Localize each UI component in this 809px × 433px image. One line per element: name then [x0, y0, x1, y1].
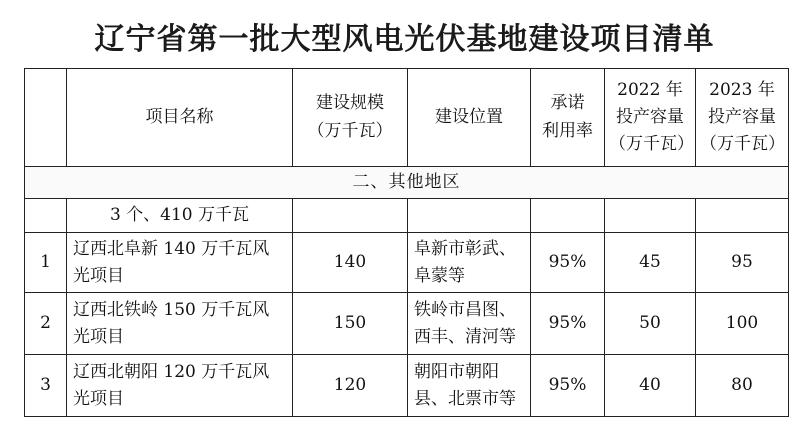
header-location: 建设位置 [408, 69, 531, 167]
row-index: 1 [25, 233, 67, 293]
project-location: 阜新市彰武、阜蒙等 [408, 233, 531, 293]
row-index: 2 [25, 293, 67, 355]
subtotal-empty-cell [531, 199, 605, 233]
subtotal-index-cell [25, 199, 67, 233]
subtotal-row [25, 199, 789, 233]
project-capacity-2022: 50 [605, 293, 696, 355]
table-header-row [25, 69, 789, 167]
subtotal-empty-cell [696, 199, 789, 233]
table-row [25, 233, 789, 293]
project-utilization: 95% [531, 293, 605, 355]
header-capacity-2022: 2022 年 投产容量 （万千瓦） [605, 69, 696, 167]
row-index: 3 [25, 355, 67, 417]
project-utilization: 95% [531, 233, 605, 293]
header-scale: 建设规模 （万千瓦） [293, 69, 408, 167]
subtotal-empty-cell [605, 199, 696, 233]
section-row [25, 167, 789, 199]
project-capacity-2023: 95 [696, 233, 789, 293]
project-name: 辽西北朝阳 120 万千瓦风光项目 [67, 355, 293, 417]
project-utilization: 95% [531, 355, 605, 417]
project-name: 辽西北铁岭 150 万千瓦风光项目 [67, 293, 293, 355]
header-index-cell [25, 69, 67, 167]
table-row [25, 355, 789, 417]
project-location: 朝阳市朝阳县、北票市等 [408, 355, 531, 417]
header-capacity-2023: 2023 年 投产容量 （万千瓦） [696, 69, 789, 167]
project-location: 铁岭市昌图、西丰、清河等 [408, 293, 531, 355]
project-capacity-2022: 45 [605, 233, 696, 293]
table-row [25, 293, 789, 355]
project-scale: 120 [293, 355, 408, 417]
project-table [24, 68, 789, 417]
project-name: 辽西北阜新 140 万千瓦风光项目 [67, 233, 293, 293]
project-capacity-2023: 80 [696, 355, 789, 417]
section-title: 二、其他地区 [25, 167, 789, 199]
project-scale: 140 [293, 233, 408, 293]
project-capacity-2022: 40 [605, 355, 696, 417]
header-utilization: 承诺 利用率 [531, 69, 605, 167]
header-name: 项目名称 [67, 69, 293, 167]
subtotal-empty-cell [293, 199, 408, 233]
document-title: 辽宁省第一批大型风电光伏基地建设项目清单 [94, 22, 715, 57]
subtotal-empty-cell [408, 199, 531, 233]
project-scale: 150 [293, 293, 408, 355]
project-capacity-2023: 100 [696, 293, 789, 355]
subtotal-label: 3 个、410 万千瓦 [67, 199, 293, 233]
